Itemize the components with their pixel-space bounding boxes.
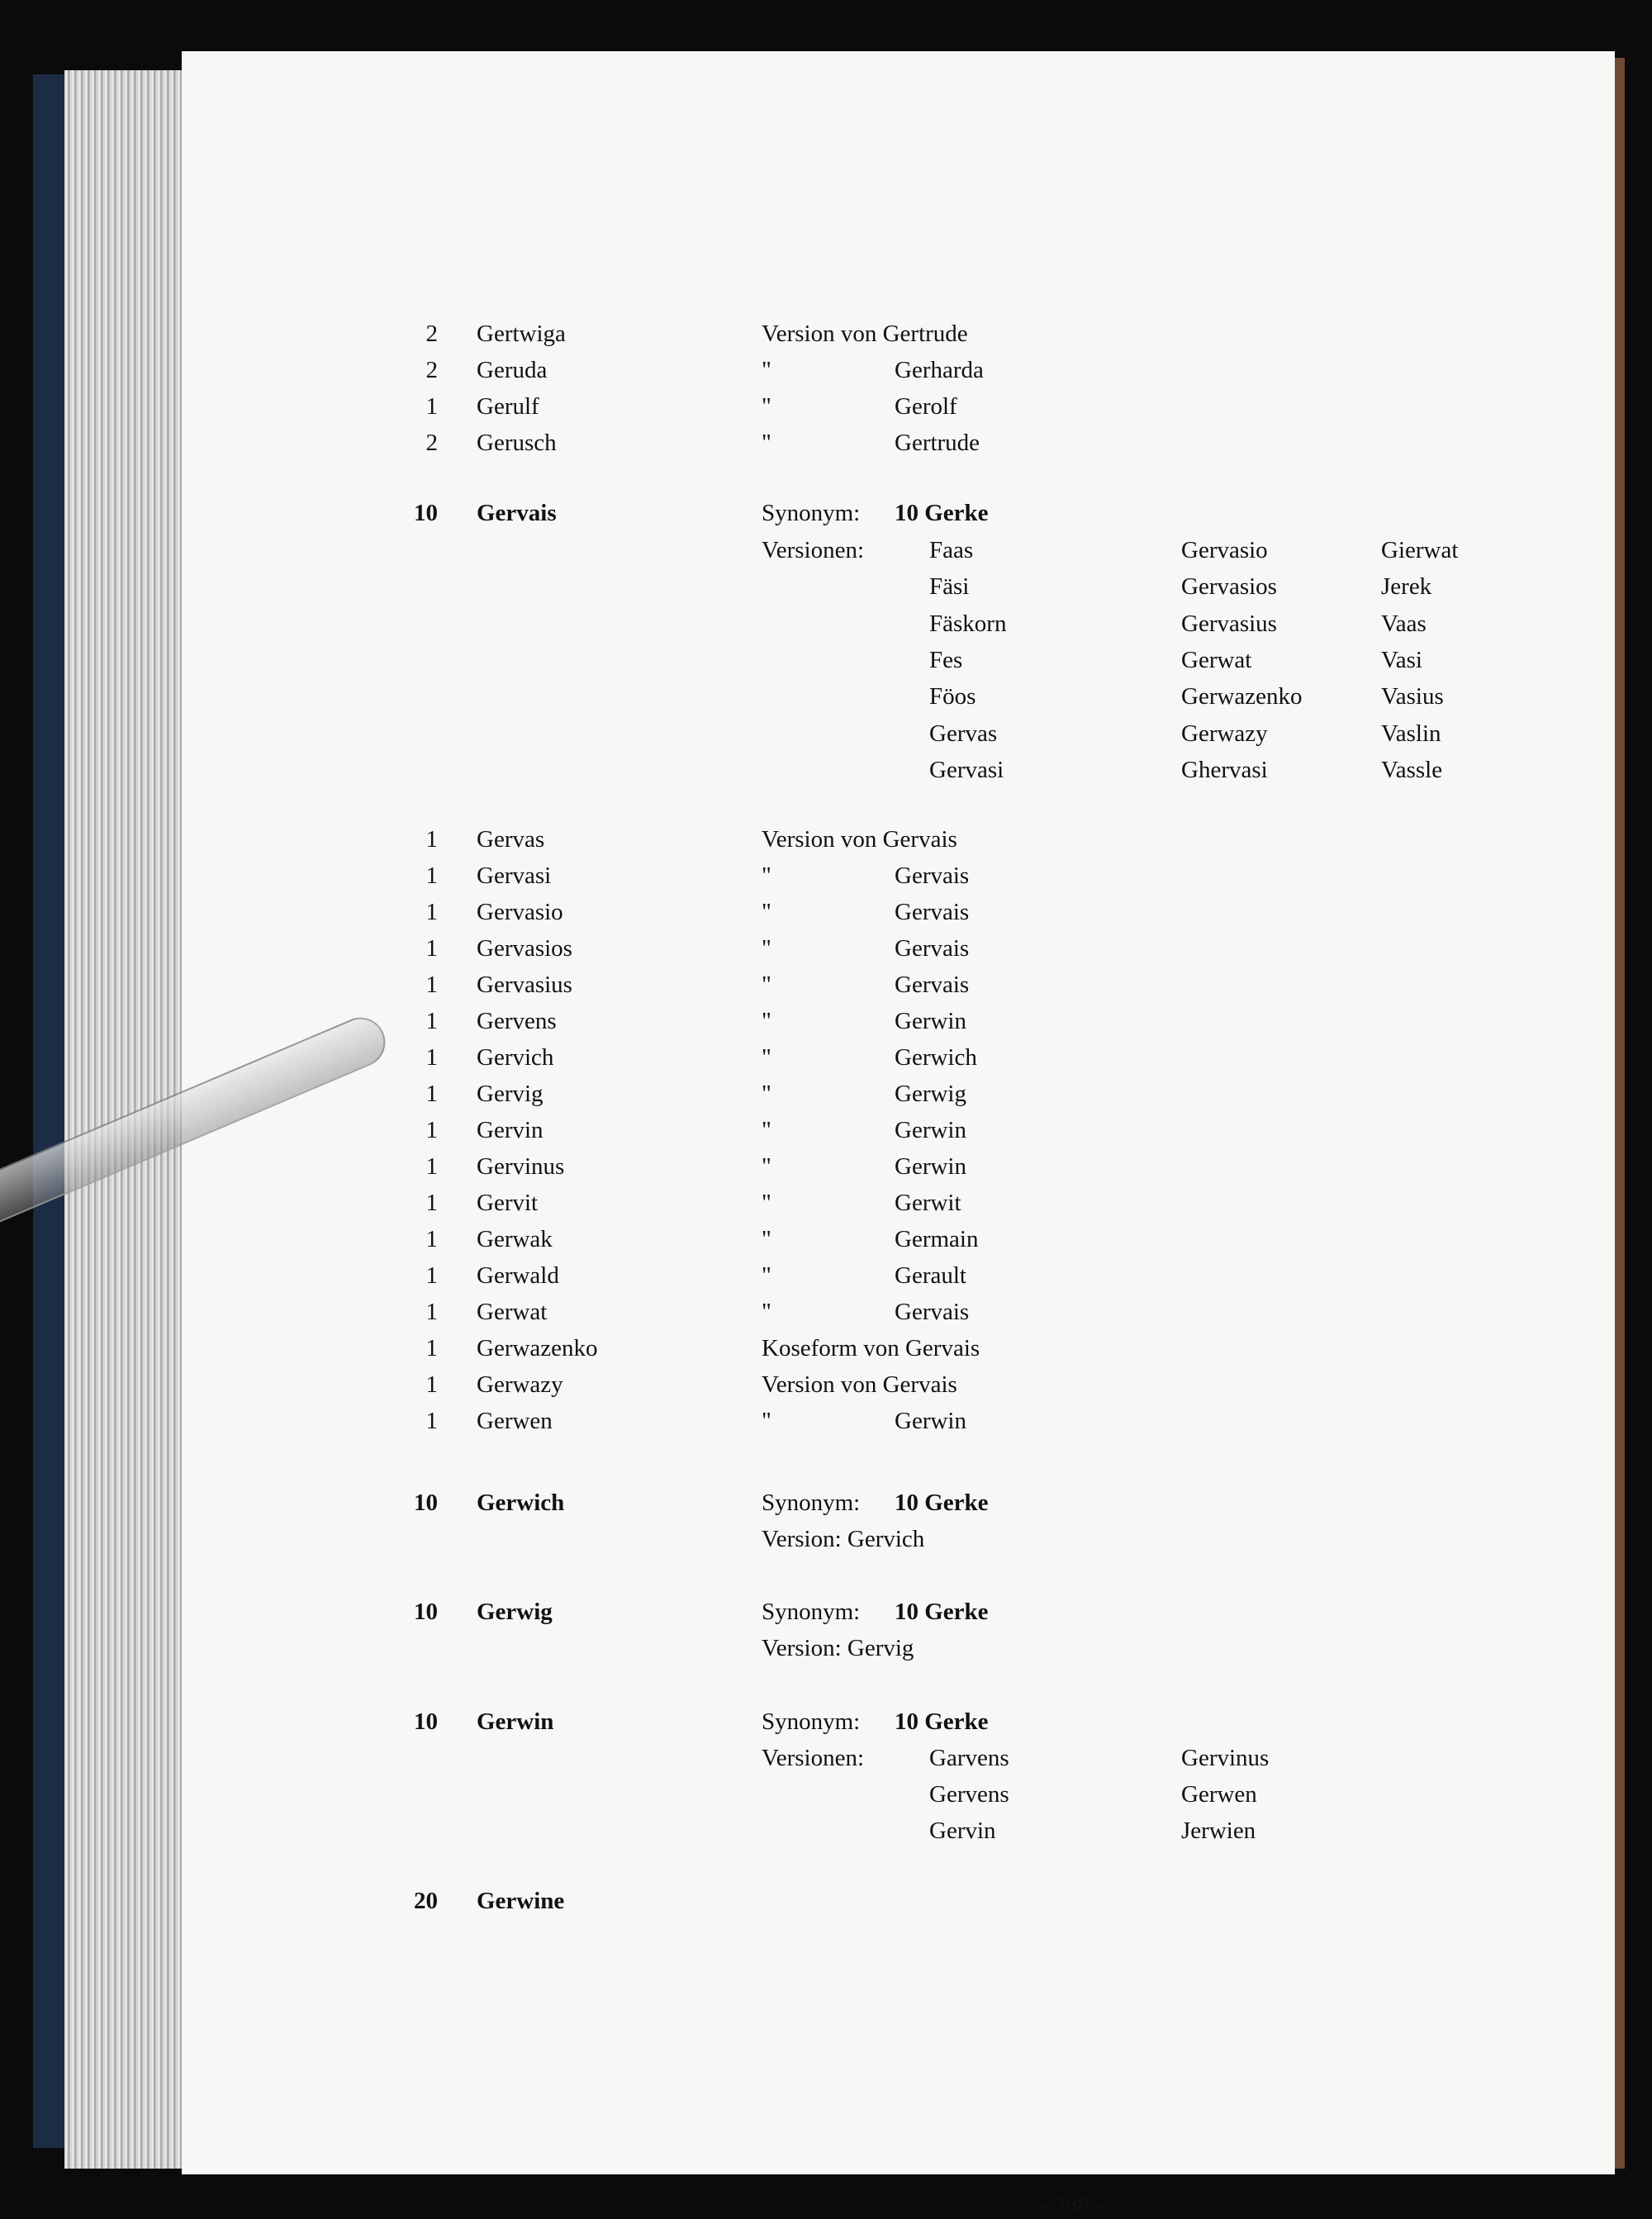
entry-c3: Gerwen <box>1181 1781 1257 1808</box>
entry-freq: 1 <box>425 1371 438 1398</box>
entry-c3: Gervasius <box>1181 611 1277 637</box>
entry-name: Gervig <box>477 1081 544 1107</box>
entry-c1: Versionen: <box>762 537 865 563</box>
entry-c2: Föos <box>929 683 976 710</box>
entry-c1: " <box>762 1190 771 1216</box>
entry-freq: 2 <box>425 321 438 347</box>
entry-c4: Vaas <box>1381 611 1427 637</box>
entry-c2: Gerwich <box>895 1044 977 1071</box>
entry-freq: 1 <box>425 1226 438 1252</box>
name-entry-row <box>182 575 1615 611</box>
book-spine <box>33 74 66 2148</box>
name-entry-row <box>182 1600 1615 1637</box>
entry-c3: Gerwazenko <box>1181 683 1303 710</box>
entry-c1: " <box>762 1044 771 1071</box>
entry-c1: Version von Gervais <box>762 1371 957 1398</box>
name-entry-row <box>182 1528 1615 1564</box>
name-entry-row <box>182 501 1615 538</box>
entry-freq: 2 <box>425 430 438 456</box>
name-entry-row <box>182 612 1615 649</box>
name-entry-row <box>182 1337 1615 1373</box>
entry-c4: Vasius <box>1381 683 1444 710</box>
entry-c1: Synonym: <box>762 500 861 526</box>
entry-c2: Gervens <box>929 1781 1009 1808</box>
entry-c1: " <box>762 1408 771 1434</box>
entry-c1: " <box>762 430 771 456</box>
name-entry-row <box>182 1637 1615 1673</box>
entry-c3: Gervinus <box>1181 1745 1270 1771</box>
entry-c2: Gervin <box>929 1817 996 1844</box>
entry-freq: 1 <box>425 862 438 889</box>
entry-c2: Fäskorn <box>929 611 1007 637</box>
entry-c1: " <box>762 1081 771 1107</box>
entry-c1: " <box>762 1299 771 1325</box>
entry-c1: " <box>762 1008 771 1034</box>
name-entry-row <box>182 1889 1615 1926</box>
entry-freq: 1 <box>425 1008 438 1034</box>
entry-c4: Vasi <box>1381 647 1422 673</box>
entry-name: Gerwen <box>477 1408 553 1434</box>
name-entry-row <box>182 1746 1615 1783</box>
entry-c2: Gervais <box>895 899 970 925</box>
entry-c1: " <box>762 393 771 420</box>
name-entry-row <box>182 685 1615 721</box>
book-cover-edge <box>1615 58 1625 2169</box>
entry-c1: Synonym: <box>762 1708 861 1735</box>
entry-c2: Faas <box>929 537 974 563</box>
entry-c2: Gerault <box>895 1262 966 1289</box>
entry-freq: 10 <box>414 500 438 526</box>
entry-c1: Version von Gervais <box>762 826 957 853</box>
name-entry-row <box>182 1046 1615 1082</box>
entry-name: Geruda <box>477 357 548 383</box>
entry-c2: Gervais <box>895 972 970 998</box>
entry-c1: " <box>762 862 771 889</box>
entry-name: Gerwig <box>477 1599 553 1625</box>
name-entry-row <box>182 359 1615 395</box>
entry-name: Gervasio <box>477 899 563 925</box>
entry-c1: " <box>762 1226 771 1252</box>
entry-c2: 10 Gerke <box>895 500 989 526</box>
entry-c4: Gierwat <box>1381 537 1459 563</box>
entry-name: Gerwin <box>477 1708 554 1735</box>
name-entry-row <box>182 758 1615 795</box>
name-entry-row <box>182 937 1615 973</box>
entry-c4: Jerek <box>1381 573 1432 600</box>
entry-name: Gerusch <box>477 430 557 456</box>
entry-name: Gervas <box>477 826 545 853</box>
entry-c2: Gerwit <box>895 1190 961 1216</box>
entry-name: Gerulf <box>477 393 539 420</box>
entry-freq: 1 <box>425 1262 438 1289</box>
entry-freq: 1 <box>425 1044 438 1071</box>
entry-c2: 10 Gerke <box>895 1599 989 1625</box>
entry-c3: Gervasio <box>1181 537 1268 563</box>
entry-c2: Gervasi <box>929 757 1004 783</box>
entry-freq: 1 <box>425 1335 438 1361</box>
entry-c2: Gervais <box>895 1299 970 1325</box>
name-entry-row <box>182 539 1615 575</box>
entry-freq: 20 <box>414 1888 438 1914</box>
name-entry-row <box>182 1710 1615 1746</box>
entry-c2: Garvens <box>929 1745 1009 1771</box>
entry-freq: 10 <box>414 1490 438 1516</box>
name-entry-row <box>182 828 1615 864</box>
entry-c2: Gertrude <box>895 430 980 456</box>
entry-freq: 1 <box>425 1190 438 1216</box>
name-entry-row <box>182 1119 1615 1155</box>
entry-c2: Gerwin <box>895 1408 966 1434</box>
entry-name: Gerwazenko <box>477 1335 598 1361</box>
entry-c2: Gerharda <box>895 357 984 383</box>
entry-c2: 10 Gerke <box>895 1490 989 1516</box>
entry-name: Gerwazy <box>477 1371 563 1398</box>
name-entry-row <box>182 1373 1615 1409</box>
entry-freq: 1 <box>425 972 438 998</box>
entry-c1: Version von Gertrude <box>762 321 968 347</box>
entry-c2: Gervais <box>895 935 970 962</box>
entry-name: Gerwak <box>477 1226 553 1252</box>
name-entry-row <box>182 1155 1615 1191</box>
name-entry-row <box>182 1082 1615 1119</box>
entry-c1: " <box>762 357 771 383</box>
entry-c1: Koseform von Gervais <box>762 1335 980 1361</box>
entry-freq: 1 <box>425 393 438 420</box>
entry-c3: Ghervasi <box>1181 757 1268 783</box>
name-entry-row <box>182 395 1615 431</box>
entry-name: Gervais <box>477 500 557 526</box>
entry-c2: Gervas <box>929 720 998 747</box>
entry-c1: " <box>762 972 771 998</box>
entry-c1: " <box>762 935 771 962</box>
entry-c4: Vaslin <box>1381 720 1441 747</box>
entry-c1: Versionen: <box>762 1745 865 1771</box>
entry-name: Gerwat <box>477 1299 548 1325</box>
entry-c1: " <box>762 899 771 925</box>
name-entry-row <box>182 1409 1615 1446</box>
name-entry-row <box>182 864 1615 900</box>
name-entry-row <box>182 1191 1615 1228</box>
entry-freq: 1 <box>425 899 438 925</box>
name-entry-row <box>182 1264 1615 1300</box>
entry-c2: Gervais <box>895 862 970 889</box>
entry-c1: Version: Gervich <box>762 1526 925 1552</box>
entry-c1: " <box>762 1117 771 1143</box>
entry-c2: Gerwin <box>895 1153 966 1180</box>
name-entry-row <box>182 900 1615 937</box>
book-page <box>182 51 1615 2218</box>
entry-name: Gervasi <box>477 862 552 889</box>
entry-c3: Gerwat <box>1181 647 1252 673</box>
entry-freq: 1 <box>425 1408 438 1434</box>
entry-c1: " <box>762 1153 771 1180</box>
entry-name: Gervasios <box>477 935 572 962</box>
entry-c2: 10 Gerke <box>895 1708 989 1735</box>
entry-c2: Gerwig <box>895 1081 966 1107</box>
page-number: - 388 - <box>1041 2193 1103 2218</box>
entry-freq: 2 <box>425 357 438 383</box>
entry-name: Gervit <box>477 1190 539 1216</box>
entry-c2: Fäsi <box>929 573 970 600</box>
entry-c1: " <box>762 1262 771 1289</box>
entry-name: Gervasius <box>477 972 572 998</box>
entry-freq: 1 <box>425 1299 438 1325</box>
entry-c2: Fes <box>929 647 963 673</box>
entry-c2: Gerwin <box>895 1117 966 1143</box>
entry-name: Gerwine <box>477 1888 565 1914</box>
name-entry-row <box>182 1228 1615 1264</box>
entry-freq: 10 <box>414 1708 438 1735</box>
entry-name: Gerwald <box>477 1262 559 1289</box>
entry-c1: Version: Gervig <box>762 1635 914 1661</box>
name-entry-row <box>182 1010 1615 1046</box>
entry-c4: Vassle <box>1381 757 1443 783</box>
entry-freq: 1 <box>425 826 438 853</box>
entry-c1: Synonym: <box>762 1490 861 1516</box>
entry-c3: Jerwien <box>1181 1817 1256 1844</box>
name-entry-row <box>182 1783 1615 1819</box>
entry-freq: 1 <box>425 1117 438 1143</box>
entry-freq: 1 <box>425 1153 438 1180</box>
name-entry-row <box>182 322 1615 359</box>
entry-name: Gerwich <box>477 1490 565 1516</box>
entry-freq: 1 <box>425 935 438 962</box>
entry-c1: Synonym: <box>762 1599 861 1625</box>
entry-c2: Germain <box>895 1226 979 1252</box>
entry-c3: Gerwazy <box>1181 720 1268 747</box>
name-entry-row <box>182 431 1615 468</box>
name-entry-row <box>182 1819 1615 1856</box>
entry-c3: Gervasios <box>1181 573 1277 600</box>
entry-c2: Gerwin <box>895 1008 966 1034</box>
entry-name: Gervinus <box>477 1153 565 1180</box>
entry-name: Gervin <box>477 1117 544 1143</box>
entry-name: Gervich <box>477 1044 554 1071</box>
entry-freq: 10 <box>414 1599 438 1625</box>
name-entry-row <box>182 1300 1615 1337</box>
name-entry-row <box>182 973 1615 1010</box>
name-entry-row <box>182 722 1615 758</box>
entry-c2: Gerolf <box>895 393 957 420</box>
entry-name: Gertwiga <box>477 321 566 347</box>
entry-freq: 1 <box>425 1081 438 1107</box>
name-entry-row <box>182 1491 1615 1528</box>
name-entry-row <box>182 649 1615 685</box>
entry-name: Gervens <box>477 1008 557 1034</box>
